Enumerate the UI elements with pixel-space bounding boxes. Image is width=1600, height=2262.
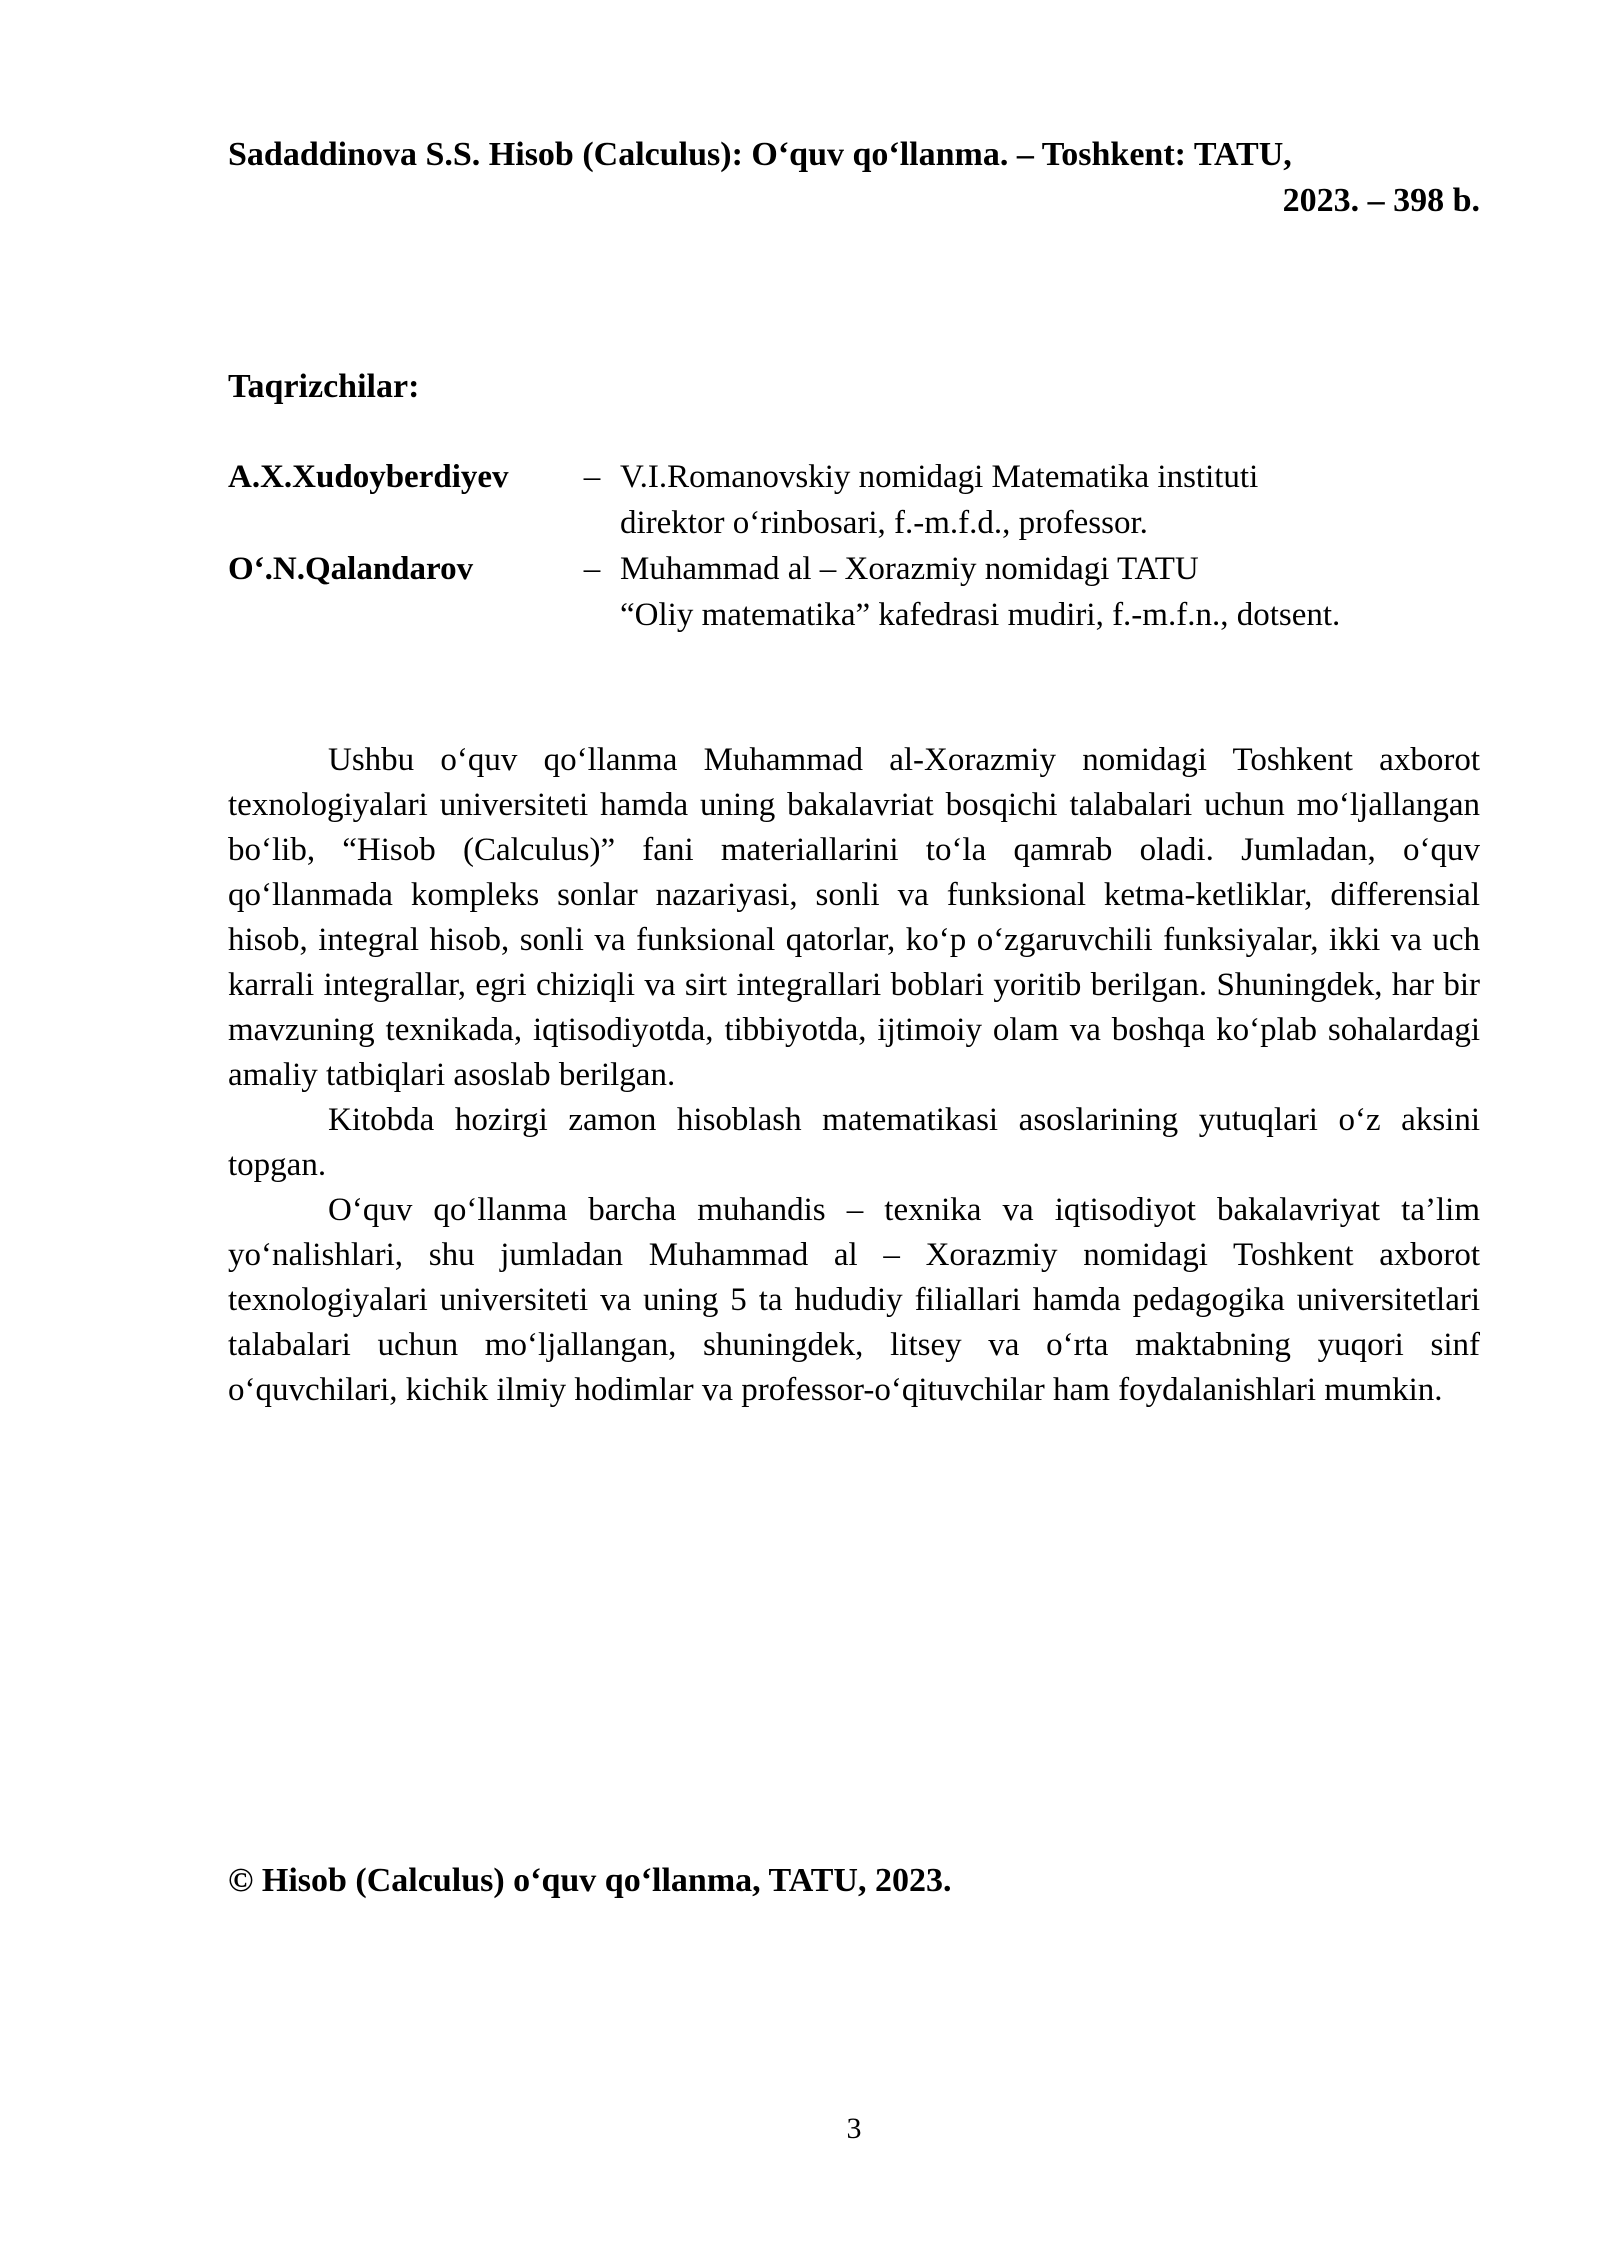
reviewer-description-line-2: “Oliy matematika” kafedrasi mudiri, f.-m.f.n., dotsent. — [620, 597, 1341, 633]
reviewer-name: A.X.Xudoyberdiyev — [228, 459, 509, 495]
reviewer-description-line-1: V.I.Romanovskiy nomidagi Matematika instituti — [620, 459, 1259, 495]
annotation-paragraph: Ushbu o‘quv qo‘llanma Muhammad al-Xorazmiy nomidagi Toshkent axborot texnologiyalari universiteti hamda uning bakalavriat bosqichi talabalari uchun mo‘ljallangan bo‘lib, “Hisob (Calculus)” fani materiallarini to‘la qamrab oladi. Jumladan, o‘quv qo‘llanmada kompleks sonlar nazariyasi, sonli va funksional ketma-ketliklar, differensial hisob, integral hisob, sonli va funksional qatorlar, ko‘p o‘zgaruvchili funksiyalar, ikki va uch karrali integrallar, egri chiziqli va sirt integrallari boblari yoritib berilgan. Shuningdek, har bir mavzuning texnikada, iqtisodiyotda, tibbiyotda, ijtimoiy olam va boshqa ko‘plab sohalardagi amaliy tatbiqlari asoslab berilgan. — [228, 742, 1480, 1093]
reviewer-dash: – — [583, 459, 601, 495]
annotation-paragraph: Kitobda hozirgi zamon hisoblash matematikasi asoslarining yutuqlari o‘z aksini topgan. — [228, 1102, 1480, 1183]
reviewers-list — [228, 454, 1480, 638]
reviewer-row — [228, 454, 1480, 546]
annotation-body — [228, 738, 1480, 1413]
citation-block — [228, 132, 1480, 224]
reviewer-row — [228, 546, 1480, 638]
reviewer-description — [620, 454, 1480, 546]
reviewer-description-line-2: direktor o‘rinbosari, f.-m.f.d., professor. — [620, 505, 1148, 541]
annotation-paragraph: O‘quv qo‘llanma barcha muhandis – texnika va iqtisodiyot bakalavriyat ta’lim yo‘nalishlari, shu jumladan Muhammad al – Xorazmiy nomidagi Toshkent axborot texnologiyalari universiteti va uning 5 ta hududiy filiallari hamda pedagogika universitetlari talabalari uchun mo‘ljallangan, shuningdek, litsey va o‘rta maktabning yuqori sinf o‘quvchilari, kichik ilmiy hodimlar va professor-o‘qituvchilar ham foydalanishlari mumkin. — [228, 1192, 1480, 1408]
reviewer-description-line-1: Muhammad al – Xorazmiy nomidagi TATU — [620, 551, 1199, 587]
citation-line-2: 2023. – 398 b. — [1282, 182, 1480, 219]
citation-line-1: Sadaddinova S.S. Hisob (Calculus): O‘quv qo‘llanma. – Toshkent: TATU, — [228, 136, 1292, 173]
reviewers-heading: Taqrizchilar: — [228, 368, 420, 405]
reviewer-description — [620, 546, 1480, 638]
reviewer-dash: – — [583, 551, 601, 587]
page-number: 3 — [846, 2112, 862, 2145]
copyright-line: © Hisob (Calculus) o‘quv qo‘llanma, TATU, 2023. — [228, 1862, 952, 1899]
reviewer-name: O‘.N.Qalandarov — [228, 551, 474, 587]
